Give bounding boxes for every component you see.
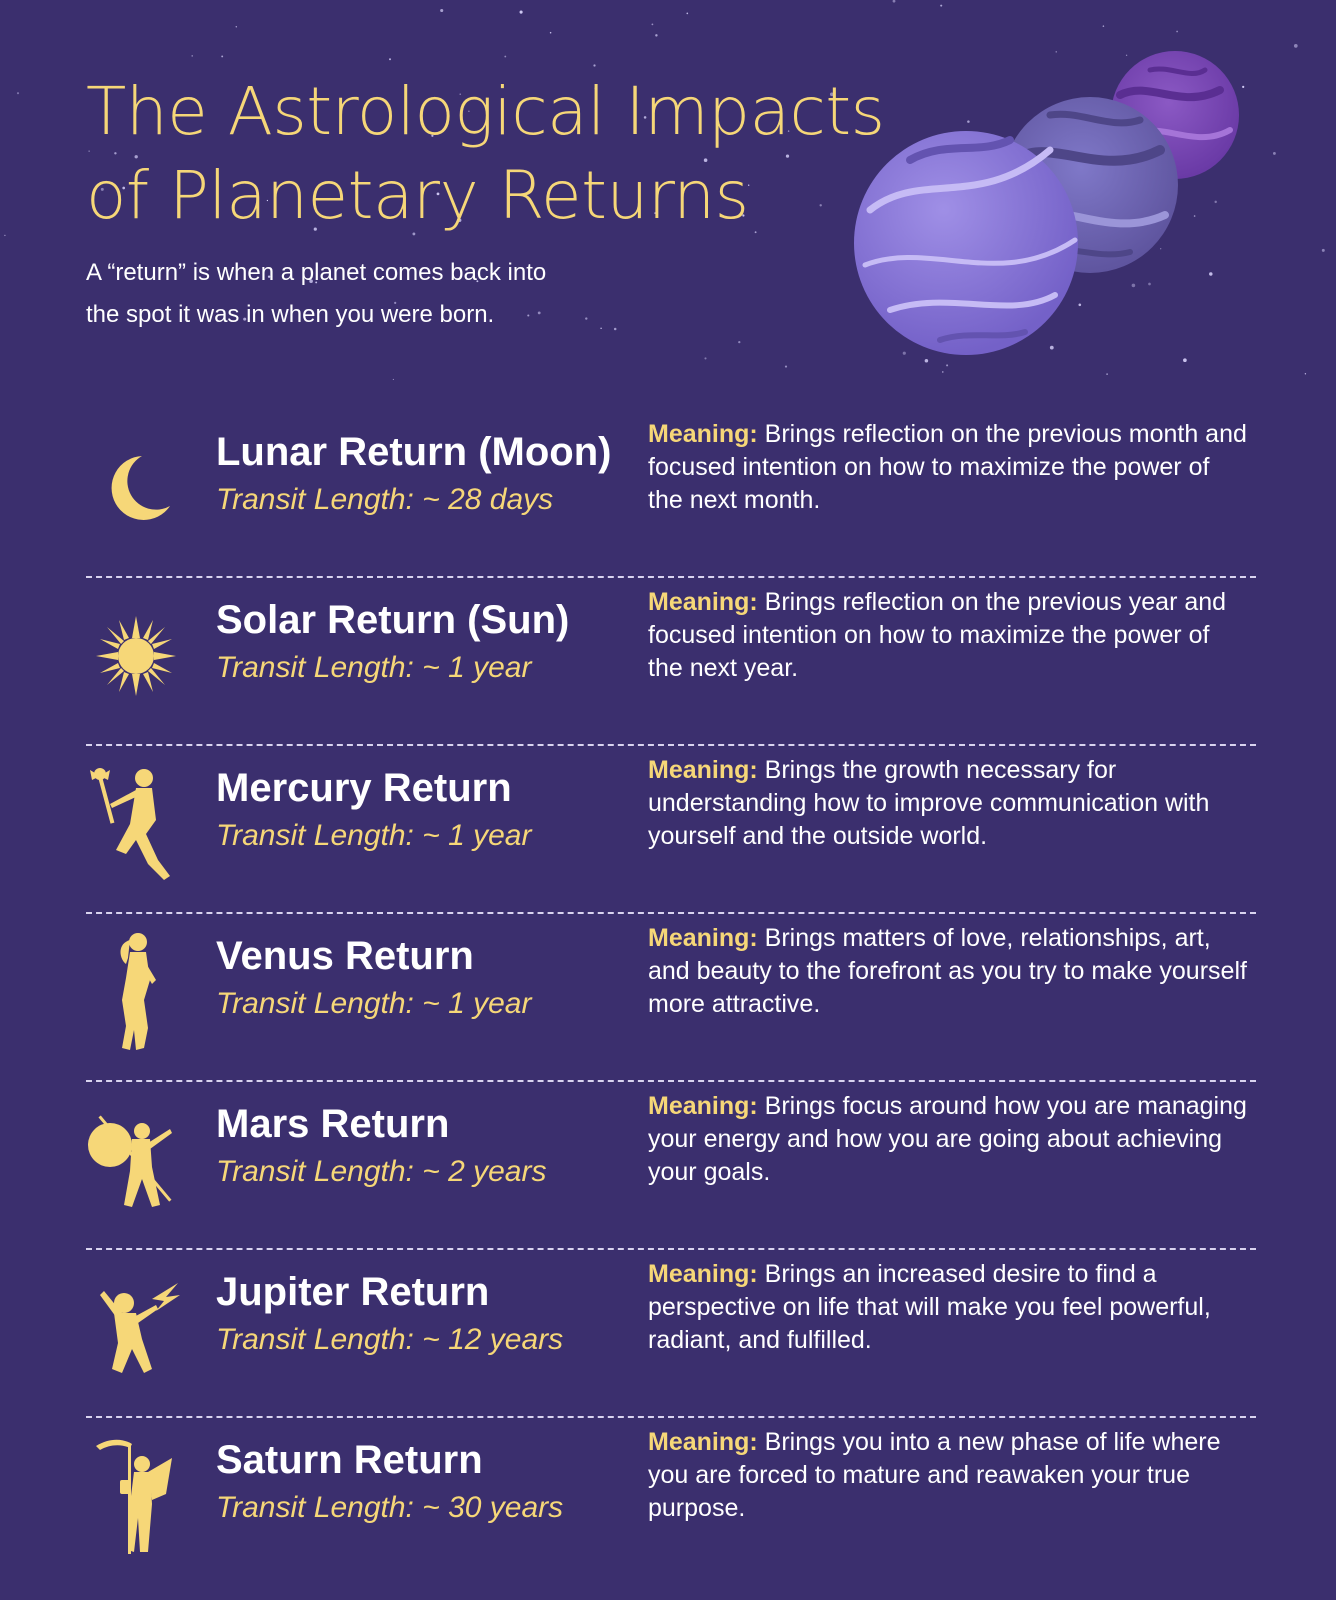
meaning-text: [648, 754, 1248, 853]
star: [550, 32, 552, 34]
return-name: Mercury Return: [216, 766, 512, 810]
transit-length: Transit Length: ~ 1 year: [216, 651, 532, 684]
star: [191, 55, 193, 57]
star: [593, 64, 595, 66]
return-name: Mars Return: [216, 1102, 450, 1146]
page-title: [86, 70, 906, 238]
meaning-text: [648, 418, 1248, 517]
star: [4, 235, 5, 236]
transit-length: Transit Length: ~ 1 year: [216, 819, 532, 852]
meaning-body: Brings the growth necessary for understanding how to improve communication with yourself and the outside world.: [648, 756, 1210, 850]
saturn-figure-icon: [86, 1436, 186, 1556]
transit-length: Transit Length: ~ 2 years: [216, 1155, 547, 1188]
transit-length: Transit Length: ~ 28 days: [216, 483, 554, 516]
return-row-mars: [86, 1082, 1256, 1250]
transit-length: Transit Length: ~ 30 years: [216, 1491, 564, 1524]
return-row-jupiter: [86, 1250, 1256, 1418]
return-name: Solar Return (Sun): [216, 598, 570, 642]
return-name: Saturn Return: [216, 1438, 483, 1482]
star: [1322, 249, 1325, 252]
meaning-text: [648, 922, 1248, 1021]
star: [389, 58, 391, 60]
return-row-saturn: [86, 1418, 1256, 1586]
meaning-label: Meaning:: [648, 1260, 758, 1288]
meaning-body: Brings you into a new phase of life where you are forced to mature and reawaken your true purpose.: [648, 1428, 1221, 1522]
title-line-2: of Planetary Returns: [86, 157, 749, 234]
star: [652, 24, 654, 26]
page-subtitle: [86, 252, 646, 336]
meaning-body: Brings matters of love, relationships, art, and beauty to the forefront as you try to make yourself more attractive.: [648, 924, 1247, 1018]
meaning-text: [648, 1426, 1248, 1525]
star: [17, 92, 19, 94]
subtitle-line-1: A “return” is when a planet comes back into: [86, 259, 547, 286]
star: [655, 34, 657, 36]
return-row-lunar: [86, 410, 1256, 578]
meaning-text: [648, 586, 1248, 685]
star: [504, 56, 506, 58]
star: [1103, 25, 1105, 27]
planets-illustration: [850, 40, 1290, 380]
return-name: Venus Return: [216, 934, 474, 978]
meaning-label: Meaning:: [648, 756, 758, 784]
return-name: Jupiter Return: [216, 1270, 490, 1314]
star: [236, 26, 237, 27]
sun-icon: [86, 596, 186, 716]
star: [686, 13, 688, 15]
meaning-label: Meaning:: [648, 588, 758, 616]
venus-figure-icon: [86, 932, 186, 1052]
star: [738, 341, 740, 343]
jupiter-figure-icon: [86, 1268, 186, 1388]
meaning-body: Brings reflection on the previous year and focused intention on how to maximize the power of the next year.: [648, 588, 1227, 682]
transit-length: Transit Length: ~ 1 year: [216, 987, 532, 1020]
star: [1294, 44, 1298, 48]
return-row-venus: [86, 914, 1256, 1082]
meaning-label: Meaning:: [648, 1428, 758, 1456]
meaning-body: Brings an increased desire to find a perspective on life that will make you feel powerful, radiant, and fulfilled.: [648, 1260, 1211, 1354]
returns-list: [86, 410, 1256, 1586]
meaning-body: Brings focus around how you are managing your energy and how you are going about achieving your goals.: [648, 1092, 1247, 1186]
star: [1305, 373, 1306, 374]
transit-length: Transit Length: ~ 12 years: [216, 1323, 564, 1356]
moon-icon: [86, 428, 186, 548]
return-row-mercury: [86, 746, 1256, 914]
meaning-body: Brings reflection on the previous month and focused intention on how to maximize the power of the next month.: [648, 420, 1247, 514]
star: [221, 55, 223, 57]
meaning-label: Meaning:: [648, 420, 758, 448]
subtitle-line-2: the spot it was in when you were born.: [86, 301, 495, 328]
meaning-text: [648, 1258, 1248, 1357]
meaning-label: Meaning:: [648, 924, 758, 952]
star: [893, 0, 896, 3]
star: [440, 9, 443, 12]
mercury-figure-icon: [86, 764, 186, 884]
meaning-text: [648, 1090, 1248, 1189]
star: [1176, 31, 1178, 33]
return-row-solar: [86, 578, 1256, 746]
star: [393, 379, 394, 380]
mars-figure-icon: [86, 1100, 186, 1220]
star: [520, 11, 523, 14]
return-name: Lunar Return (Moon): [216, 430, 612, 474]
title-line-1: The Astrological Impacts: [86, 73, 885, 150]
star: [704, 357, 706, 359]
star: [785, 366, 787, 368]
meaning-label: Meaning:: [648, 1092, 758, 1120]
star: [940, 5, 942, 7]
